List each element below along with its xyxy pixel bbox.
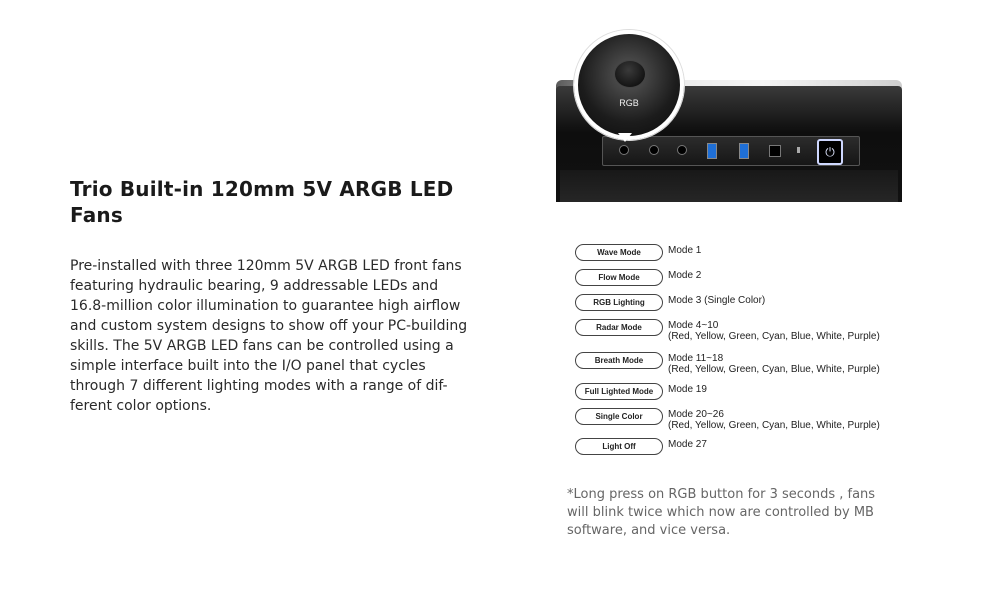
description-line: simple interface built into the I/O panel that cycles [70,358,426,374]
mode-range: Mode 20~26 [668,409,724,420]
feature-description [70,256,468,416]
title-line-1: Trio Built-in 120mm 5V ARGB LED [70,177,454,201]
mode-number [668,320,880,342]
mode-colors: (Red, Yellow, Green, Cyan, Blue, White, Purple) [668,420,880,431]
rgb-button-port [619,145,629,155]
power-icon: ⏻ [817,139,843,165]
mode-pill: Light Off [575,438,663,455]
description-line: through 7 different lighting modes with a range of dif- [70,378,448,394]
description-line: ferent color options. [70,398,212,414]
mode-pill: RGB Lighting [575,294,663,311]
title-line-2: Fans [70,203,123,227]
case-front [560,170,898,202]
footnote-line: software, and vice versa. [567,523,731,538]
mode-number: Mode 3 (Single Color) [668,295,766,306]
mode-colors: (Red, Yellow, Green, Cyan, Blue, White, Purple) [668,331,880,342]
usb-port-icon [739,143,749,159]
description-line: featuring hydraulic bearing, 9 addressable LEDs and [70,278,439,294]
feature-section [70,176,470,416]
rgb-button-icon [614,60,646,88]
mode-number [668,353,880,375]
mode-pill: Single Color [575,408,663,425]
mode-pill: Radar Mode [575,319,663,336]
reset-button-icon [769,145,781,157]
footnote-line: will blink twice which now are controlled by MB [567,505,874,520]
mode-pill: Breath Mode [575,352,663,369]
mode-pill: Full Lighted Mode [575,383,663,400]
rgb-button-label: RGB [619,98,639,108]
mode-pill: Flow Mode [575,269,663,286]
mode-number: Mode 2 [668,270,702,281]
mode-colors: (Red, Yellow, Green, Cyan, Blue, White, Purple) [668,364,880,375]
footnote [567,486,907,540]
zoom-pointer [618,133,632,142]
mode-number: Mode 27 [668,439,707,450]
rgb-button-zoom [574,30,684,140]
audio-jack-icon [649,145,659,155]
description-line: and custom system designs to show off your PC-building [70,318,468,334]
usb-port-icon [707,143,717,159]
mode-range: Mode 11~18 [668,353,724,364]
mode-range: Mode 4~10 [668,320,719,331]
description-line: Pre-installed with three 120mm 5V ARGB LED front fans [70,258,462,274]
feature-title [70,176,470,228]
mode-number [668,409,880,431]
description-line: skills. The 5V ARGB LED fans can be controlled using a [70,338,454,354]
mode-pill: Wave Mode [575,244,663,261]
footnote-line: *Long press on RGB button for 3 seconds , fans [567,487,876,502]
mode-number: Mode 19 [668,384,707,395]
mode-number: Mode 1 [668,245,702,256]
io-panel [602,136,860,166]
hdd-led-icon [797,147,800,153]
description-line: 16.8-million color illumination to guarantee high airflow [70,298,461,314]
mic-jack-icon [677,145,687,155]
io-panel-photo [556,30,902,202]
